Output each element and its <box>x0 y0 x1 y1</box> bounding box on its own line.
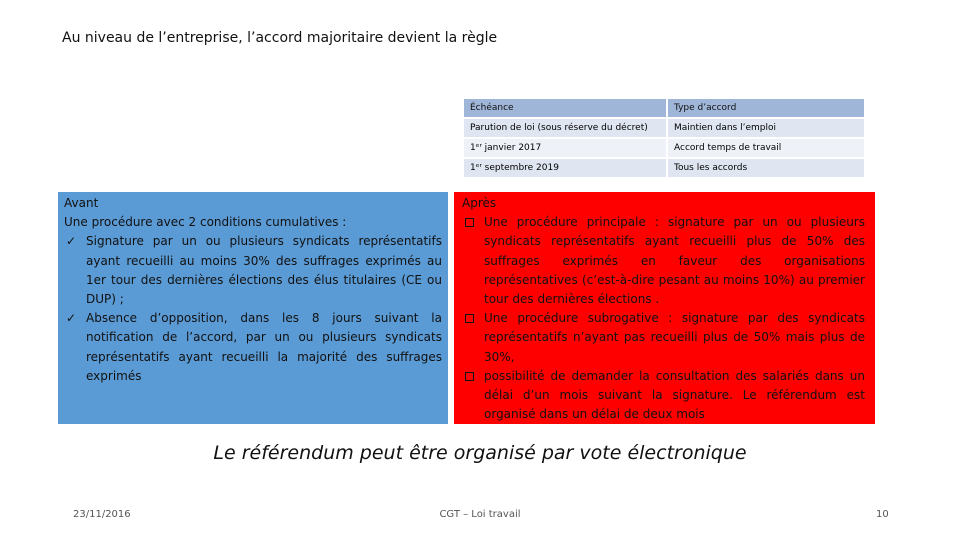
before-intro: Une procédure avec 2 conditions cumulatives : <box>64 215 347 230</box>
before-heading: Avant <box>64 196 99 210</box>
table-row <box>464 119 864 137</box>
list-item-text: Absence d’opposition, dans les 8 jours suivant la notification de l’accord, par un ou plusieurs syndicats représentatifs ayant recueilli la majorité des suffrages exprimés <box>86 311 442 383</box>
table-cell: 1ᵉʳ septembre 2019 <box>464 159 666 177</box>
list-item-text: possibilité de demander la consultation des salariés dans un délai d’un mois suivant la signature. Le référendum est organisé dans un délai de deux mois <box>484 368 865 422</box>
list-item <box>462 309 865 367</box>
table-header-row <box>464 99 864 117</box>
list-item <box>64 309 442 386</box>
after-heading: Après <box>462 196 497 210</box>
table-cell: Accord temps de travail <box>668 139 864 157</box>
before-panel <box>58 192 448 424</box>
table-cell: 1ᵉʳ janvier 2017 <box>464 139 666 157</box>
list-item-text: Une procédure principale : signature par un ou plusieurs syndicats représentatifs ayant recueilli plus de 50% des suffrages exprimés en faveur des organisations représentatives (c’est-à-dire pesant au moins 10%) au premier tour des dernières élections . <box>484 215 865 307</box>
after-panel <box>454 192 875 424</box>
footer-title: CGT – Loi travail <box>439 509 521 520</box>
list-item <box>462 213 865 309</box>
checkmark-icon: ✓ <box>66 234 77 249</box>
list-item <box>462 367 865 425</box>
square-bullet-icon <box>465 218 474 227</box>
square-bullet-icon <box>465 314 474 323</box>
table-cell: Parution de loi (sous réserve du décret) <box>464 119 666 137</box>
table-cell: Maintien dans l’emploi <box>668 119 864 137</box>
list-item <box>64 232 442 309</box>
after-list <box>462 213 865 424</box>
header-cell-echeance: Échéance <box>464 99 666 117</box>
table-row <box>464 139 864 157</box>
timeline-table <box>462 97 866 179</box>
before-list <box>64 232 442 386</box>
slide-title: Au niveau de l’entreprise, l’accord majoritaire devient la règle <box>62 30 498 46</box>
checkmark-icon: ✓ <box>66 311 77 326</box>
referendum-banner: Le référendum peut être organisé par vote électronique <box>213 442 747 464</box>
list-item-text: Une procédure subrogative : signature par des syndicats représentatifs n’ayant pas recueilli plus de 50% mais plus de 30%, <box>484 311 865 364</box>
header-cell-type: Type d’accord <box>668 99 864 117</box>
footer-date: 23/11/2016 <box>73 509 131 520</box>
list-item-text: Signature par un ou plusieurs syndicats représentatifs ayant recueilli au moins 30% des suffrages exprimés au 1er tour des dernières élections des élus titulaires (CE ou DUP) ; <box>86 234 442 307</box>
square-bullet-icon <box>465 372 474 381</box>
page-number: 10 <box>876 509 889 520</box>
table-row <box>464 159 864 177</box>
table-cell: Tous les accords <box>668 159 864 177</box>
